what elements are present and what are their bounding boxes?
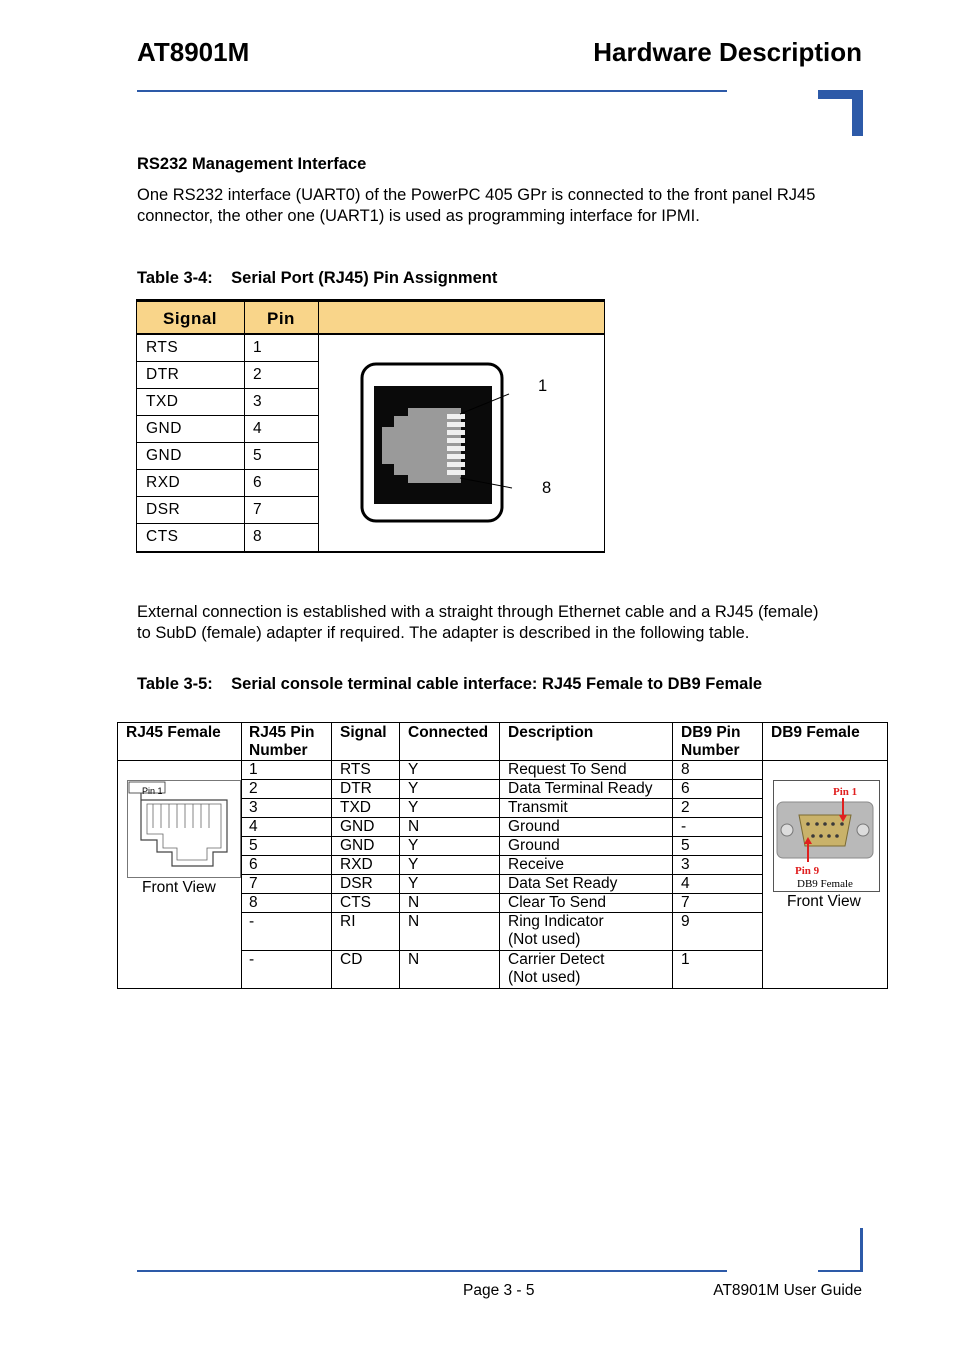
db9-front-view-caption: Front View: [787, 893, 861, 910]
table2-cell-signal: RTS: [340, 761, 371, 778]
table1-cell-pin: 5: [253, 447, 263, 464]
table2-cell-description-line2: (Not used): [508, 931, 581, 948]
table-row: [136, 524, 318, 551]
table1-header-row: [136, 299, 605, 335]
table1-cell-pin: 7: [253, 501, 263, 518]
table2-cell-connected: N: [408, 894, 420, 911]
table2-cell-db9: 2: [681, 799, 690, 816]
pin-assignment-table: [136, 299, 605, 554]
table1-cell-pin: 6: [253, 474, 263, 491]
table1-cell-pin: 8: [253, 528, 263, 545]
table2-cell-db9: 5: [681, 837, 690, 854]
table2-cell-pin: 2: [249, 780, 258, 797]
table2-cell-db9: 9: [681, 913, 690, 930]
table2-cell-connected: Y: [408, 837, 419, 854]
table1-cell-signal: CTS: [146, 528, 179, 545]
table1-cell-signal: RXD: [146, 474, 181, 491]
table2-cell-signal: DTR: [340, 780, 372, 797]
table1-title: Serial Port (RJ45) Pin Assignment: [231, 269, 498, 287]
table2-cell-connected: Y: [408, 799, 419, 816]
table2-cell-connected: N: [408, 913, 420, 930]
table1-cell-pin: 3: [253, 393, 263, 410]
adapter-line-2: to SubD (female) adapter if required. The adapter is described in the following table.: [137, 624, 750, 642]
table2-cell-connected: Y: [408, 875, 419, 892]
table2-cell-description: Data Set Ready: [508, 875, 618, 892]
db9-pin9-label: Pin 9: [795, 865, 820, 877]
table1-header-signal: Signal: [163, 309, 218, 328]
table2-header-rj45-pin: [249, 724, 314, 760]
table1-number: Table 3-4:: [137, 269, 213, 287]
table-row: [136, 335, 318, 362]
table2-header-connected: Connected: [408, 724, 489, 741]
db9-screw-right-icon: [857, 824, 869, 836]
table1-cell-signal: DSR: [146, 501, 181, 518]
header-section: Hardware Description: [593, 37, 862, 67]
table2-cell-description: Clear To Send: [508, 894, 606, 911]
table2-cell-signal: TXD: [340, 799, 371, 816]
table1-caption: [137, 269, 497, 288]
table2-cell-signal: RI: [340, 913, 356, 930]
table1-cell-signal: GND: [146, 420, 182, 437]
table2-col-divider: [762, 723, 763, 988]
table2-header-db9-pin-line2: Number: [681, 742, 740, 759]
intro-paragraph: [137, 185, 877, 227]
table2-cell-connected: Y: [408, 856, 419, 873]
db9-screw-left-icon: [781, 824, 793, 836]
table2-cell-db9: 4: [681, 875, 690, 892]
table2-cell-description: Data Terminal Ready: [508, 780, 653, 797]
table-row: [136, 497, 318, 524]
table2-cell-signal: CD: [340, 951, 363, 968]
header-rule: [137, 90, 727, 92]
table2-caption: [137, 675, 762, 694]
table-row: [136, 362, 318, 389]
table1-cell-signal: TXD: [146, 393, 179, 410]
adapter-paragraph: [137, 602, 877, 644]
table2-cell-pin: -: [249, 951, 255, 968]
intro-line-1: One RS232 interface (UART0) of the PowerPC 405 GPr is connected to the front panel RJ45: [137, 186, 816, 204]
rj45-front-view-caption: Front View: [142, 879, 216, 896]
table2-cell-connected: N: [408, 818, 420, 835]
table1-cell-signal: RTS: [146, 339, 179, 356]
table1-cell-pin: 2: [253, 366, 263, 383]
intro-line-2: connector, the other one (UART1) is used as programming interface for IPMI.: [137, 207, 700, 225]
table1-cell-signal: DTR: [146, 366, 180, 383]
table2-cell-pin: 5: [249, 837, 258, 854]
table2-cell-description: Request To Send: [508, 761, 627, 778]
table2-cell-db9: 8: [681, 761, 690, 778]
table2-header-rj45-female: RJ45 Female: [126, 724, 221, 741]
table2-cell-db9: 3: [681, 856, 690, 873]
table2-number: Table 3-5:: [137, 675, 213, 693]
table2-cell-description-line1: Carrier Detect: [508, 951, 605, 968]
table2-cell-signal: GND: [340, 818, 375, 835]
table1-cell-pin: 4: [253, 420, 263, 437]
table2-cell-db9: 1: [681, 951, 690, 968]
table2-header-divider: [118, 760, 887, 761]
pin8-label: 8: [542, 479, 552, 497]
table1-cell-pin: 1: [253, 339, 263, 356]
table2-cell-pin: 4: [249, 818, 258, 835]
db9-pin1-label: Pin 1: [833, 786, 858, 798]
table1-cell-signal: GND: [146, 447, 182, 464]
table2-cell-signal: RXD: [340, 856, 373, 873]
table2-header-rj45-pin-line1: RJ45 Pin: [249, 724, 315, 741]
table2-cell-pin: 1: [249, 761, 258, 778]
table2-cell-description: [508, 951, 604, 987]
table2-header-db9-pin-line1: DB9 Pin: [681, 724, 741, 741]
table2-header-description: Description: [508, 724, 594, 741]
table2-cell-connected: N: [408, 951, 420, 968]
table2-header-signal: Signal: [340, 724, 387, 741]
adapter-line-1: External connection is established with a straight through Ethernet cable and a RJ45 (female): [137, 603, 819, 621]
header-product: AT8901M: [137, 37, 250, 67]
table2-cell-pin: -: [249, 913, 255, 930]
table2-cell-pin: 3: [249, 799, 258, 816]
rj45-jack-figure: [319, 336, 604, 551]
table2-cell-description: Receive: [508, 856, 564, 873]
footer-rule: [137, 1270, 727, 1272]
table2-cell-signal: GND: [340, 837, 375, 854]
footer-corner-mark-horizontal: [818, 1270, 863, 1272]
table2-cell-description: [508, 913, 604, 949]
table2-cell-description: Ground: [508, 818, 560, 835]
table1-border-right: [604, 299, 605, 553]
table2-cell-db9: -: [681, 818, 687, 835]
table-row: [136, 470, 318, 497]
table2-header-rj45-pin-line2: Number: [249, 742, 308, 759]
table2-cell-pin: 8: [249, 894, 258, 911]
table2-cell-db9: 7: [681, 894, 690, 911]
header-corner-mark-vertical: [852, 90, 863, 136]
table2-cell-description: Ground: [508, 837, 560, 854]
rj45-pin1-label: Pin 1: [142, 786, 163, 796]
footer-guide-title: AT8901M User Guide: [713, 1282, 862, 1299]
table2-cell-pin: 6: [249, 856, 258, 873]
table2-cell-description-line1: Ring Indicator: [508, 913, 604, 930]
table2-cell-db9: 6: [681, 780, 690, 797]
table2-header-db9-pin: [681, 724, 740, 760]
table-row: [136, 443, 318, 470]
table2-cell-connected: Y: [408, 761, 419, 778]
table1-border-bottom: [136, 551, 605, 553]
table2-cell-signal: CTS: [340, 894, 371, 911]
table1-header-pin: Pin: [267, 309, 295, 328]
table-row: [136, 416, 318, 443]
footer-corner-mark: [860, 1228, 863, 1272]
pin1-label: 1: [538, 377, 548, 395]
section-title: RS232 Management Interface: [137, 155, 367, 173]
table2-cell-connected: Y: [408, 780, 419, 797]
cable-interface-table: [117, 722, 888, 989]
table2-cell-signal: DSR: [340, 875, 373, 892]
table2-title: Serial console terminal cable interface: RJ45 Female to DB9 Female: [231, 675, 763, 693]
table2-cell-description-line2: (Not used): [508, 969, 581, 986]
table2-cell-description: Transmit: [508, 799, 568, 816]
table2-cell-pin: 7: [249, 875, 258, 892]
table-row: [136, 389, 318, 416]
db9-female-label: DB9 Female: [797, 878, 853, 890]
table2-header-db9-female: DB9 Female: [771, 724, 860, 741]
footer-page-number: Page 3 - 5: [463, 1282, 535, 1299]
